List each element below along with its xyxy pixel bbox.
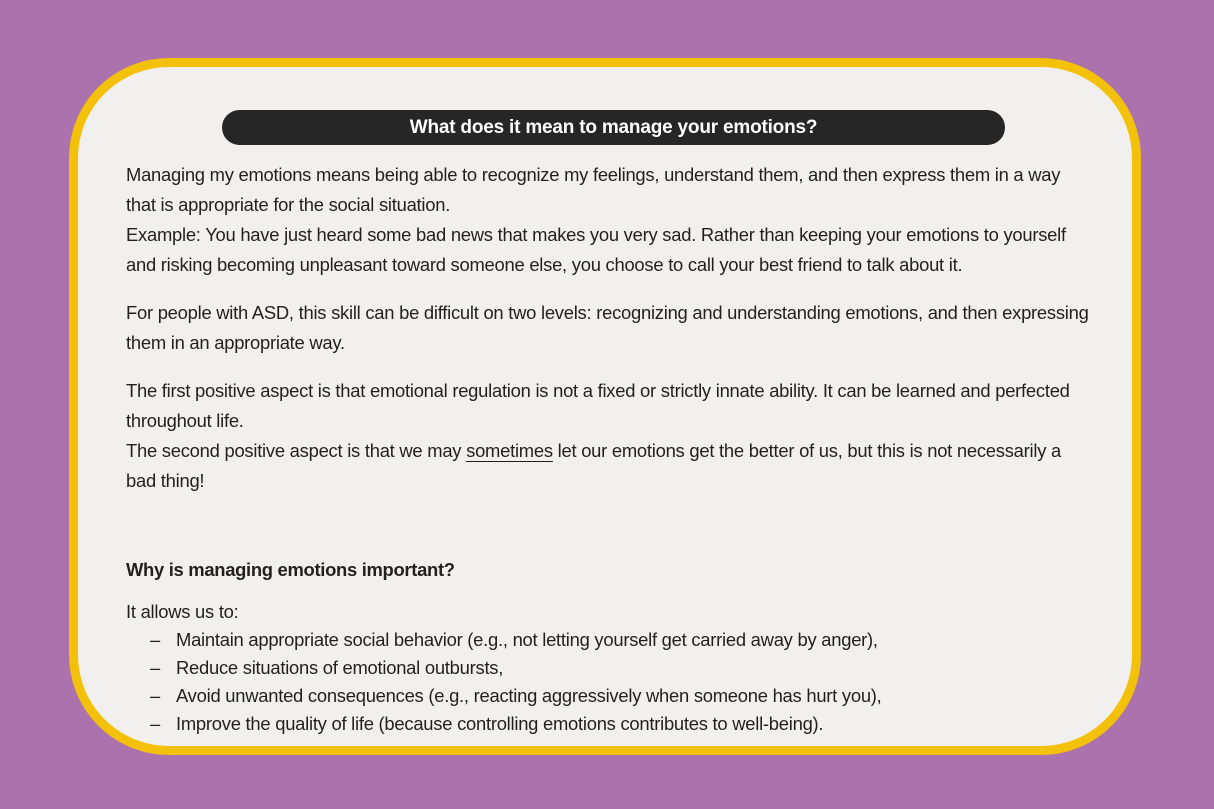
list-item-text: Improve the quality of life (because controlling emotions contributes to well-being).	[176, 713, 824, 734]
dash-bullet-icon: –	[150, 713, 160, 734]
paragraph-asd: For people with ASD, this skill can be difficult on two levels: recognizing and understanding emotions, and then expressing them in an appropriate way.	[126, 302, 1089, 353]
dash-bullet-icon: –	[150, 629, 160, 650]
dash-bullet-icon: –	[150, 657, 160, 678]
list-item	[126, 682, 882, 710]
list-item	[126, 626, 882, 654]
section-intro: It allows us to:	[126, 601, 239, 622]
list-item	[126, 710, 882, 738]
paragraph-example: Example: You have just heard some bad news that makes you very sad. Rather than keeping your emotions to yourself and risking becoming unpleasant toward someone else, you choose to call your best friend to talk about it.	[126, 224, 1066, 275]
benefits-list	[126, 626, 882, 738]
list-item-text: Reduce situations of emotional outbursts,	[176, 657, 504, 678]
section-heading: Why is managing emotions important?	[126, 559, 455, 580]
underlined-word: sometimes	[466, 440, 553, 461]
title-banner	[222, 110, 1005, 145]
text-segment: The second positive aspect is that we may	[126, 440, 467, 461]
body-text	[126, 160, 1092, 496]
card-title: What does it mean to manage your emotions?	[409, 117, 818, 138]
paragraph-spacer	[126, 280, 1092, 298]
info-card	[69, 58, 1141, 755]
text-segment: let our emotions get the better of us, but this is not necessarily a bad thing!	[126, 440, 1061, 491]
paragraph-definition: Managing my emotions means being able to recognize my feelings, understand them, and then express them in a way that is appropriate for the social situation.	[126, 164, 1061, 215]
list-item-text: Avoid unwanted consequences (e.g., reacting aggressively when someone has hurt you),	[176, 685, 882, 706]
dash-bullet-icon: –	[150, 685, 160, 706]
list-item	[126, 654, 882, 682]
list-item-text: Maintain appropriate social behavior (e.g., not letting yourself get carried away by anger),	[176, 629, 878, 650]
paragraph-spacer	[126, 358, 1092, 376]
paragraph-second-positive	[126, 436, 1092, 496]
paragraph-first-positive: The first positive aspect is that emotional regulation is not a fixed or strictly innate ability. It can be learned and perfected throughout life.	[126, 380, 1070, 431]
